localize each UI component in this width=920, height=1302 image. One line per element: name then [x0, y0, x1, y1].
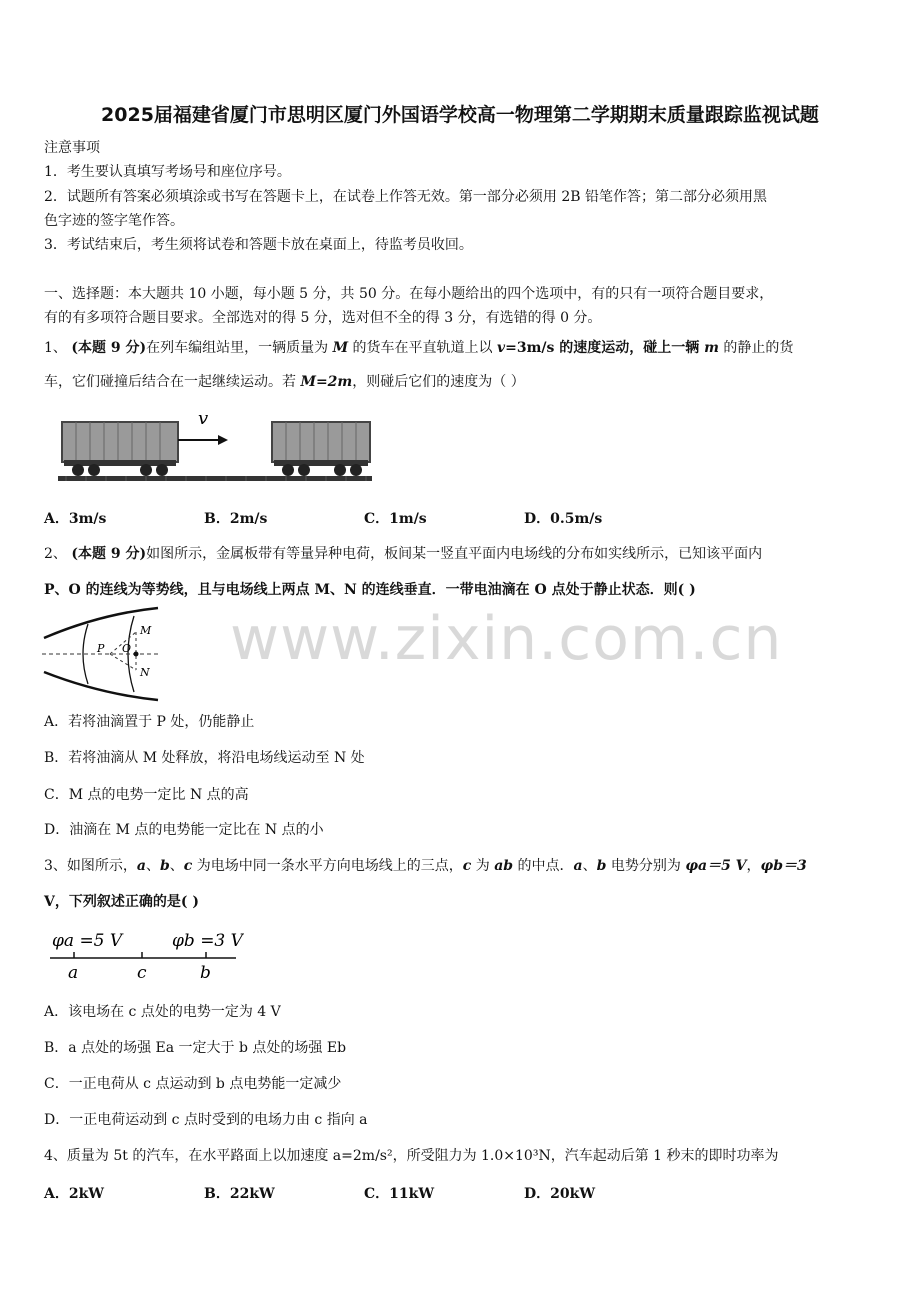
symbol: ab [494, 858, 514, 874]
symbol: b [160, 858, 170, 874]
option-d[interactable]: D．0.5m/s [524, 511, 603, 527]
question-number: 2、 [44, 546, 67, 562]
option-b[interactable]: B．22kW [204, 1186, 275, 1202]
text: ， [746, 858, 761, 874]
text: 为 [471, 858, 495, 874]
text: 、 [169, 858, 184, 874]
text: 的中点． [513, 858, 574, 874]
moving-wagon [62, 422, 178, 476]
question-number: 1、 [44, 340, 67, 356]
section-intro: 有的有多项符合题目要求。全部选对的得 5 分，选对但不全的得 3 分，有选错的得 0 分。 [44, 310, 602, 326]
text: 、 [582, 858, 597, 874]
notice-item: 色字迹的签字笔作答。 [44, 213, 184, 229]
text: 在列车编组站里，一辆质量为 [146, 340, 333, 356]
velocity-label: v [198, 408, 209, 429]
symbol: M=2m [300, 374, 353, 390]
text: 的静止的货 [718, 340, 794, 356]
potential-line-figure [44, 926, 244, 984]
page-title: 2025届福建省厦门市思明区厦门外国语学校高一物理第二学期期末质量跟踪监视试题 [101, 104, 819, 126]
option-b[interactable]: B．2m/s [204, 511, 268, 527]
question-2-text: P、O 的连线为等势线，且与电场线上两点 M、N 的连线垂直．一带电油滴在 O 点处于静止状态．则( ) [44, 582, 696, 598]
option-c[interactable]: C．一正电荷从 c 点运动到 b 点电势能一定减少 [44, 1076, 342, 1092]
label-b: b [200, 963, 211, 983]
text: 车，它们碰撞后结合在一起继续运动。若 [44, 374, 301, 390]
option-a[interactable]: A．2kW [44, 1186, 105, 1202]
label-phi-b: φb =3 V [172, 931, 243, 951]
symbol: v [496, 340, 506, 356]
label-m: M [140, 624, 152, 637]
question-1-text [44, 338, 880, 358]
question-3-text: V，下列叙述正确的是( ) [44, 894, 199, 910]
option-c[interactable]: C．M 点的电势一定比 N 点的高 [44, 787, 249, 803]
field-lines-figure [40, 606, 170, 704]
symbol: c [462, 858, 472, 874]
option-d[interactable]: D．20kW [524, 1186, 596, 1202]
question-number: 4、 [44, 1148, 67, 1164]
notice-item: 1．考生要认真填写考场号和座位序号。 [44, 164, 291, 180]
notice-item: 2．试题所有答案必须填涂或书写在答题卡上，在试卷上作答无效。第一部分必须用 2B 铅笔作答；第二部分必须用黑 [44, 189, 767, 205]
symbol: b [596, 858, 607, 874]
text: 质量为 5t 的汽车，在水平路面上以加速度 a=2m/s²，所受阻力为 1.0×10³N，汽车起动后第 1 秒末的即时功率为 [66, 1148, 779, 1164]
label-p: P [97, 642, 105, 655]
question-4-text [44, 1146, 880, 1166]
option-c[interactable]: C．11kW [364, 1186, 435, 1202]
question-tag: (本题 9 分) [71, 546, 147, 562]
option-a[interactable]: A．该电场在 c 点处的电势一定为 4 V [44, 1004, 281, 1020]
symbol: a [136, 858, 146, 874]
label-a: a [68, 963, 79, 983]
question-1-text [44, 372, 880, 392]
option-c[interactable]: C．1m/s [364, 511, 427, 527]
label-o: O [122, 642, 132, 655]
label-phi-a: φa =5 V [52, 931, 123, 951]
notice-heading: 注意事项 [44, 140, 100, 156]
option-a[interactable]: A．3m/s [44, 511, 107, 527]
text: 、 [146, 858, 160, 874]
text: 如图所示， [66, 858, 137, 874]
option-d[interactable]: D．一正电荷运动到 c 点时受到的电场力由 c 指向 a [44, 1112, 368, 1128]
label-n: N [140, 666, 150, 679]
symbol: m [704, 340, 719, 356]
section-intro: 一、选择题：本大题共 10 小题，每小题 5 分，共 50 分。在每小题给出的四个选项中，有的只有一项符合题目要求， [44, 286, 774, 302]
label-c: c [137, 963, 147, 983]
text: ，则碰后它们的速度为（ ） [352, 374, 525, 390]
option-b[interactable]: B．若将油滴从 M 处释放，将沿电场线运动至 N 处 [44, 750, 365, 766]
option-b[interactable]: B．a 点处的场强 Ea 一定大于 b 点处的场强 Eb [44, 1040, 347, 1056]
option-a[interactable]: A．若将油滴置于 P 处，仍能静止 [44, 714, 255, 730]
notice-item: 3．考试结束后，考生须将试卷和答题卡放在桌面上，待监考员收回。 [44, 237, 473, 253]
watermark: www.zixin.com.cn [230, 604, 783, 674]
text: 如图所示，金属板带有等量异种电荷，板间某一竖直平面内电场线的分布如实线所示，已知该平面内 [146, 546, 763, 562]
text: 为电场中同一条水平方向电场线上的三点， [192, 858, 463, 874]
question-tag: (本题 9 分) [71, 340, 147, 356]
text: =3m/s 的速度运动，碰上一辆 [505, 340, 705, 356]
question-number: 3、 [44, 858, 67, 874]
train-figure [56, 404, 374, 490]
stationary-wagon [272, 422, 370, 476]
question-3-text [44, 856, 880, 876]
symbol: a [573, 858, 583, 874]
symbol: c [183, 858, 193, 874]
text: 的货车在平直轨道上以 [348, 340, 497, 356]
symbol: φa＝5 V [685, 858, 747, 874]
symbol: φb＝3 [760, 858, 807, 874]
symbol: M [332, 340, 349, 356]
text: 电势分别为 [606, 858, 686, 874]
option-d[interactable]: D．油滴在 M 点的电势能一定比在 N 点的小 [44, 822, 324, 838]
question-2-text [44, 544, 880, 564]
